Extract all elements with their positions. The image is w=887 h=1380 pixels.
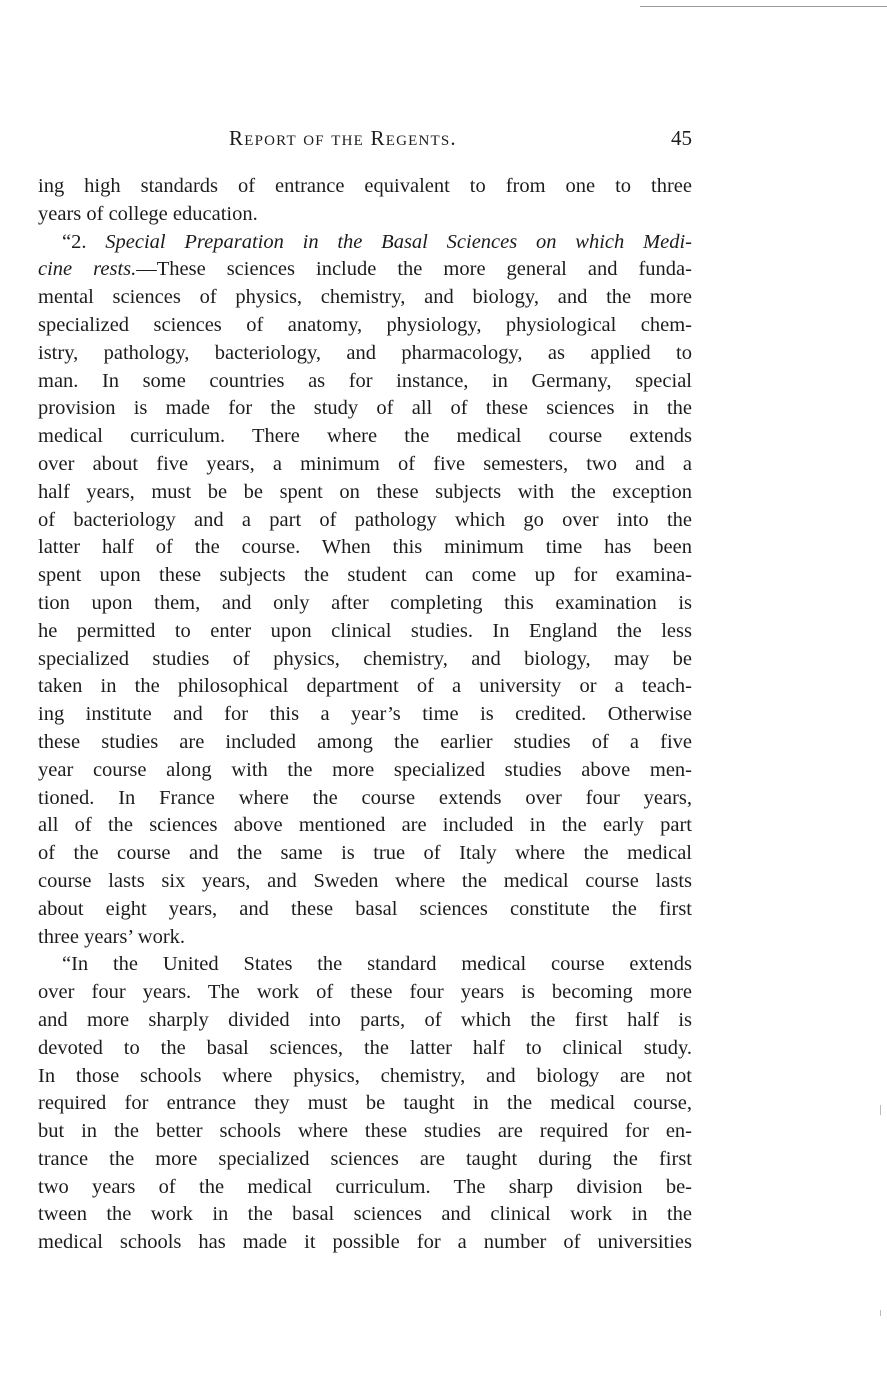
text-line: about eight years, and these basal sciences constitute the first <box>38 897 692 920</box>
text-line: and more sharply divided into parts, of which the first half is <box>38 1008 692 1031</box>
scan-edge-mark <box>880 1105 881 1115</box>
text-line: taken in the philosophical department of a university or a teach- <box>38 675 692 698</box>
text-line: man. In some countries as for instance, in Germany, special <box>38 369 692 392</box>
text-line: tioned. In France where the course extends over four years, <box>38 786 692 809</box>
scan-edge-mark <box>880 1310 881 1316</box>
text-line: over four years. The work of these four years is becoming more <box>38 981 692 1004</box>
page-number: 45 <box>671 126 692 150</box>
scan-edge-line <box>640 6 887 7</box>
text-line: he permitted to enter upon clinical studies. In England the less <box>38 619 692 642</box>
text-line: mental sciences of physics, chemistry, and biology, and the more <box>38 286 692 309</box>
text-line: all of the sciences above mentioned are included in the early part <box>38 814 692 837</box>
text-line <box>38 256 692 284</box>
body-text <box>38 173 692 1257</box>
paragraph <box>38 173 692 229</box>
text-line: provision is made for the study of all of these sciences in the <box>38 397 692 420</box>
text-line: these studies are included among the earlier studies of a five <box>38 730 692 753</box>
text-line: medical curriculum. There where the medical course extends <box>38 425 692 448</box>
text-line: half years, must be be spent on these subjects with the exception <box>38 480 692 503</box>
text-line: of the course and the same is true of Italy where the medical <box>38 842 692 865</box>
text-line: of bacteriology and a part of pathology which go over into the <box>38 508 692 531</box>
text-line: trance the more specialized sciences are taught during the first <box>38 1147 692 1170</box>
italic-heading: cine rests. <box>38 258 137 281</box>
text-line: years of college education. <box>38 202 258 225</box>
line-continuation: —These sciences include the more general and funda- <box>136 258 692 281</box>
text-line: “In the United States the standard medical course extends <box>62 953 692 976</box>
text-line: two years of the medical curriculum. The sharp division be- <box>38 1175 692 1198</box>
text-line: In those schools where physics, chemistry, and biology are not <box>38 1064 692 1087</box>
text-line: ing high standards of entrance equivalent to from one to three <box>38 175 692 197</box>
paragraph <box>38 229 692 952</box>
text-line <box>38 229 692 257</box>
text-line: required for entrance they must be taught in the medical course, <box>38 1092 692 1115</box>
text-line: specialized studies of physics, chemistry, and biology, may be <box>38 647 692 670</box>
text-line: over about five years, a minimum of five semesters, two and a <box>38 452 692 475</box>
running-head <box>40 126 692 156</box>
text-line: latter half of the course. When this minimum time has been <box>38 536 692 559</box>
paragraph <box>38 951 692 1257</box>
text-line: medical schools has made it possible for a number of universities <box>38 1231 692 1254</box>
text-line: ing institute and for this a year’s time is credited. Otherwise <box>38 703 692 726</box>
running-title: Report of the Regents. <box>229 126 457 150</box>
text-line: course lasts six years, and Sweden where the medical course lasts <box>38 869 692 892</box>
italic-heading: Special Preparation in the Basal Sciences on which Medi- <box>105 230 692 253</box>
text-line: year course along with the more specialized studies above men- <box>38 758 692 781</box>
text-line: spent upon these subjects the student can come up for examina- <box>38 564 692 587</box>
text-line: but in the better schools where these studies are required for en- <box>38 1120 692 1143</box>
text-line: tion upon them, and only after completing this examination is <box>38 591 692 614</box>
text-line: devoted to the basal sciences, the latter half to clinical study. <box>38 1036 692 1059</box>
line-prefix: “2. <box>62 230 106 253</box>
text-line: three years’ work. <box>38 925 186 948</box>
text-line: istry, pathology, bacteriology, and pharmacology, as applied to <box>38 341 692 364</box>
text-line: specialized sciences of anatomy, physiology, physiological chem- <box>38 313 692 336</box>
text-line: tween the work in the basal sciences and clinical work in the <box>38 1203 692 1226</box>
